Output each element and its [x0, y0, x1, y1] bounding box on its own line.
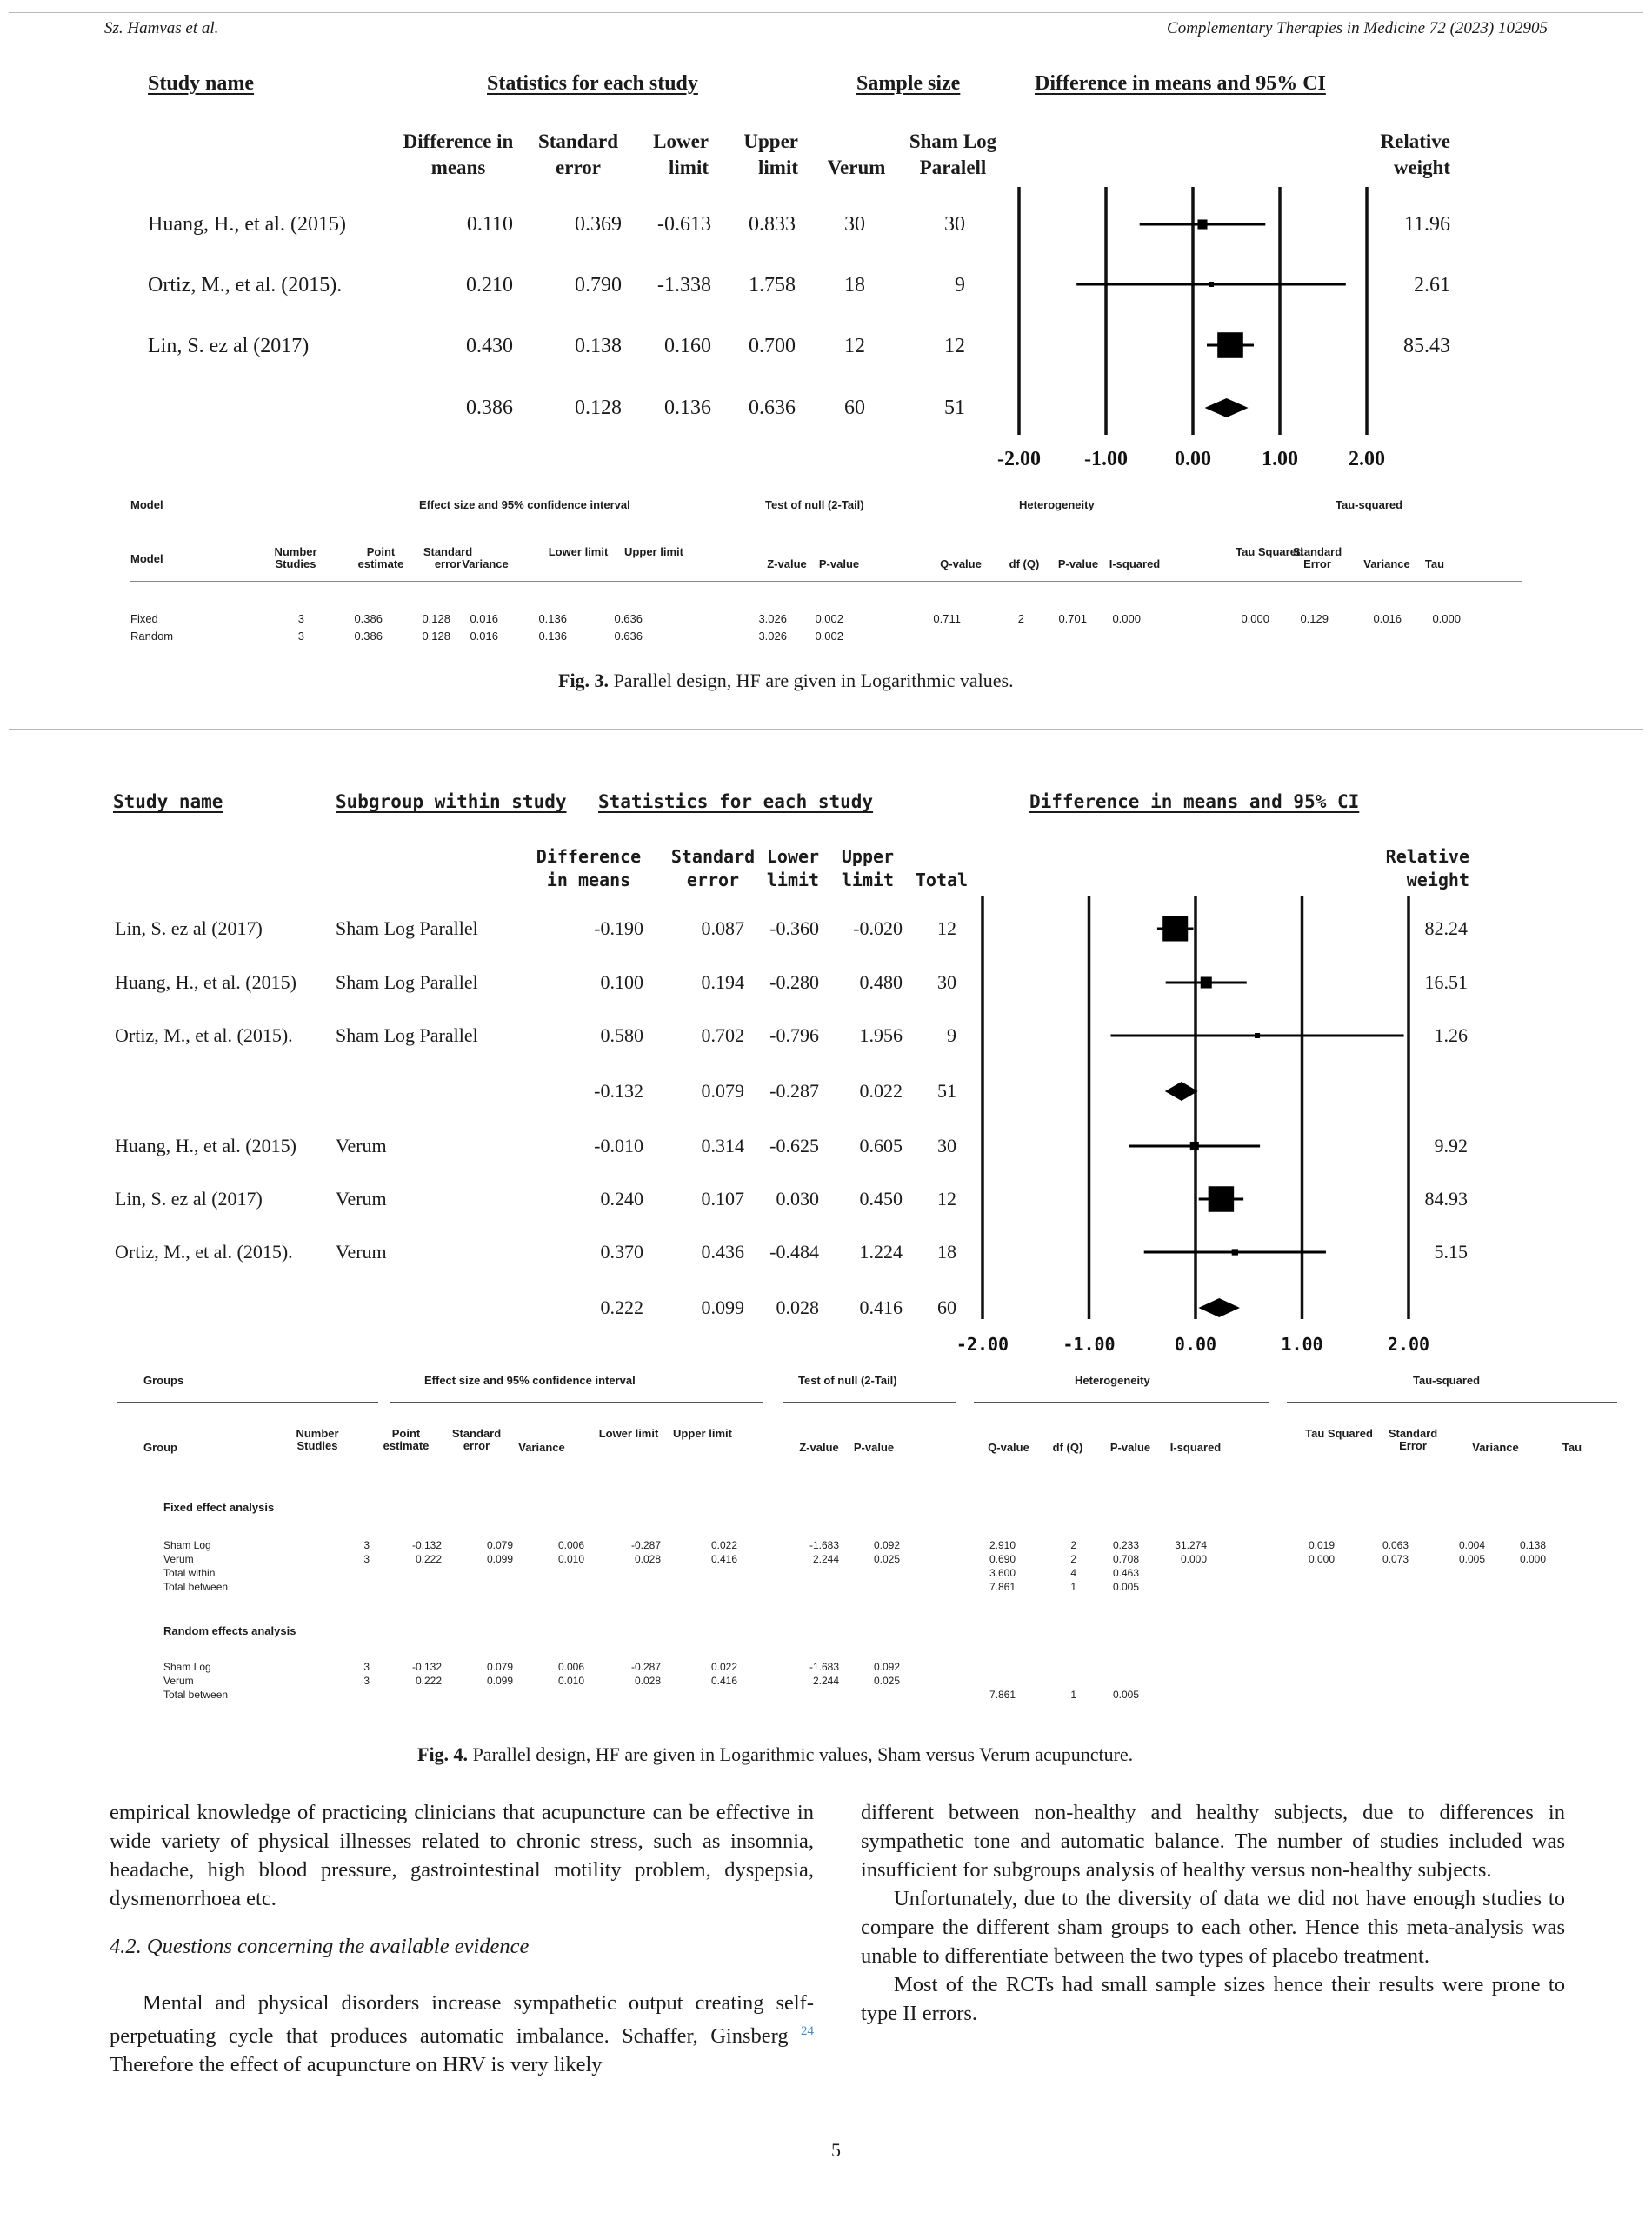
fig3-row-name: Lin, S. ez al (2017)	[148, 335, 310, 357]
fig4-cell-p2: 0.708	[1112, 1553, 1139, 1565]
point-estimate	[1190, 1142, 1199, 1150]
axis-tick-label: -2.00	[956, 1334, 1009, 1355]
left-column-text	[110, 1798, 814, 2079]
fig3-row-sham: 9	[955, 274, 965, 297]
paragraph-healthy-subjects: different between non-healthy and healthy subjects, due to differences in sympathetic tone and automatic balance. The number of studies included was insufficient for subgroups analysis of healthy versus non-healthy subjects.	[861, 1801, 1565, 1882]
fig3-row-verum: 60	[844, 397, 865, 419]
fig3-row-diff: 0.430	[466, 335, 513, 357]
fig3-head-weight: Relative weight	[1380, 130, 1450, 178]
fig3-col-sample-size: Sample size	[856, 72, 961, 95]
fig4-cell-up: 0.022	[710, 1539, 737, 1551]
point-estimate	[1201, 976, 1212, 988]
fig4-row-total: 9	[947, 1024, 956, 1046]
fig4-row-weight: 9.92	[1434, 1135, 1468, 1156]
fig4-row-upper: 0.416	[859, 1296, 903, 1318]
fig4-head-weight: Relative weight	[1385, 846, 1469, 890]
fig4-cell-se: 0.099	[486, 1675, 513, 1687]
fig4-cell-se: 0.079	[486, 1661, 513, 1673]
fig3-col-lower: Lower limit	[548, 545, 609, 558]
point-estimate	[1209, 1186, 1234, 1211]
fig4-cell-p: 0.025	[873, 1675, 900, 1687]
fig3-col-study-name: Study name	[148, 72, 255, 95]
fig3-row-verum: 30	[844, 213, 865, 236]
fig4-row-total: 18	[937, 1241, 956, 1263]
fig4-col-point: Point estimate	[383, 1427, 430, 1452]
fig4-col-subgroup: Subgroup within study	[336, 791, 567, 812]
axis-tick-label: -1.00	[1062, 1334, 1116, 1355]
fig4-row-se: 0.107	[701, 1188, 744, 1210]
summary-diamond	[1198, 1298, 1240, 1317]
fig3-cell-tau2: 0.000	[1241, 612, 1269, 625]
point-estimate	[1162, 916, 1188, 941]
fig3-col-z: Z-value	[767, 557, 807, 570]
fig4-row-total: 12	[937, 917, 956, 939]
fig4-col-ci: Difference in means and 95% CI	[1029, 791, 1360, 812]
right-column-text	[861, 1798, 1565, 2028]
fig3-row-se: 0.790	[575, 274, 622, 297]
fig3-col-p: P-value	[818, 557, 860, 570]
section-heading-4-2: 4.2. Questions concerning the available evidence	[110, 1935, 530, 1958]
fig4-cell-i2: 31.274	[1175, 1539, 1207, 1551]
page-number: 5	[831, 2139, 841, 2161]
fig4-cell-tse: 0.063	[1382, 1539, 1409, 1551]
fig3-cell-p: 0.002	[815, 612, 843, 625]
fig4-col-tvar: Variance	[1472, 1441, 1519, 1454]
fig3-row-lower: 0.160	[664, 335, 711, 357]
fig4-row-lower: 0.028	[776, 1296, 819, 1318]
fig3-cell-z: 3.026	[758, 612, 787, 625]
fig3-cell-se: 0.128	[422, 630, 450, 643]
fig4-row-name: Lin, S. ez al (2017)	[115, 1188, 263, 1210]
fig4-cell-se: 0.079	[486, 1539, 513, 1551]
fig4-cell-tau2: 0.000	[1308, 1553, 1335, 1565]
fig3-col-num: Number Studies	[274, 545, 317, 570]
fig3-cell-tvar: 0.016	[1373, 612, 1402, 625]
fig3-row-se: 0.138	[575, 335, 622, 357]
fig4-row-weight: 5.15	[1434, 1241, 1468, 1263]
fig4-head-se: Standard error	[670, 846, 756, 890]
fig3-col-tse: Standard Error	[1292, 545, 1342, 570]
fig4-random-title: Random effects analysis	[163, 1624, 296, 1637]
fig4-cell-z: -1.683	[809, 1539, 839, 1551]
fig4-row-upper: -0.020	[853, 917, 903, 939]
fig4-row-lower: -0.484	[769, 1241, 819, 1263]
fig4-cell-pe: 0.222	[415, 1675, 442, 1687]
fig3-group-tau: Tau-squared	[1336, 498, 1403, 511]
fig3-row-weight: 2.61	[1414, 274, 1450, 297]
fig3-cell-var: 0.016	[470, 630, 498, 643]
fig3-col-i2: I-squared	[1109, 557, 1161, 570]
fig4-cell-z: 2.244	[812, 1675, 839, 1687]
paragraph-mental-physical-main: Mental and physical disorders increase sympathetic output creating self-perpetuating cycle that produces automatic imbalance. Schaffer, Ginsberg	[110, 1991, 814, 2049]
fig4-cell-se: 0.099	[486, 1553, 513, 1565]
fig4-col-upper: Upper limit	[673, 1427, 732, 1440]
fig4-cell-n: 3	[363, 1675, 370, 1687]
axis-tick-label: 1.00	[1262, 448, 1298, 470]
fig4-row-se: 0.436	[701, 1241, 744, 1263]
fig3-col-se: Standard error	[423, 545, 473, 570]
fig4-rule-3	[783, 1402, 956, 1403]
fig4-row-sub: Verum	[336, 1241, 387, 1263]
fig4-cell-tvar: 0.004	[1458, 1539, 1485, 1551]
running-head-authors: Sz. Hamvas et al.	[104, 19, 219, 37]
fig4-cell-var: 0.010	[557, 1553, 584, 1565]
fig4-head-upper: Upper limit	[841, 846, 895, 890]
fig4-rule-4	[974, 1402, 1269, 1403]
fig3-row-sham: 51	[944, 397, 965, 419]
fig4-row-upper: 0.480	[859, 971, 903, 993]
fig4-cell-z: 2.244	[812, 1553, 839, 1565]
fig3-cell-model: Fixed	[130, 612, 158, 625]
fig3-head-upper: Upper limit	[743, 130, 798, 178]
fig4-col-df: df (Q)	[1052, 1441, 1083, 1454]
fig4-cell-pe: -0.132	[411, 1539, 442, 1551]
fig3-group-test: Test of null (2-Tail)	[765, 498, 864, 511]
point-estimate	[1255, 1033, 1260, 1038]
fig4-group-tau: Tau-squared	[1413, 1374, 1481, 1387]
fig3-row-lower: -0.613	[657, 213, 711, 236]
fig4-row-lower: -0.625	[769, 1135, 819, 1156]
fig3-caption-label: Fig. 3.	[558, 670, 610, 691]
fig4-row-total: 30	[937, 1135, 956, 1156]
paragraph-mental-physical	[110, 1989, 814, 2079]
fig4-cell-p2: 0.005	[1112, 1689, 1139, 1701]
fig4-cell-q: 3.600	[989, 1567, 1016, 1579]
fig4-col-lower: Lower limit	[598, 1427, 659, 1440]
point-estimate	[1232, 1249, 1238, 1255]
fig4-col-group: Group	[143, 1441, 177, 1454]
axis-tick-label: 1.00	[1281, 1334, 1323, 1355]
fig4-cell-p: 0.092	[873, 1661, 900, 1673]
fig4-row-name: Lin, S. ez al (2017)	[115, 917, 263, 939]
fig3-cell-z: 3.026	[758, 630, 787, 643]
fig3-group-model: Model	[130, 498, 163, 511]
fig4-col-q: Q-value	[988, 1441, 1029, 1454]
fig3-row-verum: 12	[844, 335, 865, 357]
fig4-cell-i2: 0.000	[1180, 1553, 1207, 1565]
fig3-col-var: Variance	[462, 557, 509, 570]
fig4-cell-n: 3	[363, 1661, 370, 1673]
axis-tick-label: 2.00	[1387, 1334, 1430, 1355]
fig4-cell-var: 0.010	[557, 1675, 584, 1687]
fig3-cell-lo: 0.136	[538, 612, 567, 625]
axis-tick-label: -1.00	[1084, 448, 1128, 470]
fig4-row-weight: 1.26	[1434, 1024, 1468, 1046]
fig3-col-upper: Upper limit	[624, 545, 683, 558]
fig4-row-se: 0.087	[701, 917, 744, 939]
fig3-row-diff: 0.110	[466, 213, 513, 236]
fig4-row-sub: Verum	[336, 1135, 387, 1156]
fig4-fixed-title: Fixed effect analysis	[163, 1501, 275, 1514]
fig3-row-lower: -1.338	[657, 274, 711, 297]
fig3-col-point: Point estimate	[357, 545, 404, 570]
fig3-col-p2: P-value	[1057, 557, 1099, 570]
fig4-row-weight: 84.93	[1424, 1188, 1468, 1210]
fig3-col-statistics: Statistics for each study	[487, 72, 698, 95]
fig4-row-lower: -0.360	[769, 917, 819, 939]
fig3-cell-n: 3	[297, 612, 304, 625]
fig4-cell-tau2: 0.019	[1308, 1539, 1335, 1551]
fig3-col-df: df (Q)	[1009, 557, 1040, 570]
fig3-col-tvar: Variance	[1363, 557, 1410, 570]
fig3-cell-se: 0.128	[422, 612, 450, 625]
fig4-head-total: Total	[915, 870, 969, 890]
citation-24[interactable]: 24	[801, 2024, 814, 2038]
fig4-row-sub: Sham Log Parallel	[336, 1024, 478, 1046]
fig3-row-weight: 85.43	[1403, 335, 1450, 357]
fig4-cell-var: 0.006	[557, 1539, 584, 1551]
fig3-col-ci: Difference in means and 95% CI	[1035, 72, 1326, 95]
fig4-row-se: 0.314	[701, 1135, 744, 1156]
fig3-group-heterogeneity: Heterogeneity	[1019, 498, 1095, 511]
fig4-row-total: 12	[937, 1188, 956, 1210]
summary-diamond	[1165, 1082, 1198, 1101]
fig4-cell-g: Verum	[163, 1553, 194, 1565]
fig4-cell-q: 7.861	[989, 1581, 1016, 1593]
fig4-caption	[417, 1743, 1133, 1766]
fig3-row-diff: 0.210	[466, 274, 513, 297]
fig3-row-verum: 18	[844, 274, 865, 297]
fig4-col-tau: Tau	[1562, 1441, 1582, 1454]
axis-tick-label: 2.00	[1349, 448, 1385, 470]
fig4-cell-p: 0.025	[873, 1553, 900, 1565]
fig4-row-upper: 0.450	[859, 1188, 903, 1210]
fig3-row-lower: 0.136	[664, 397, 711, 419]
fig4-cell-p: 0.092	[873, 1539, 900, 1551]
fig4-col-study-name: Study name	[113, 791, 223, 812]
paragraph-mental-physical-end: Therefore the effect of acupuncture on HRV is very likely	[110, 2053, 603, 2077]
fig4-cell-up: 0.416	[710, 1675, 737, 1687]
fig4-row-lower: -0.280	[769, 971, 819, 993]
fig3-cell-n: 3	[297, 630, 304, 643]
fig4-cell-up: 0.416	[710, 1553, 737, 1565]
fig4-row-diff: 0.222	[600, 1296, 643, 1318]
fig4-cell-tvar: 0.005	[1458, 1553, 1485, 1565]
fig3-cell-tse: 0.129	[1300, 612, 1329, 625]
fig4-row-lower: -0.287	[769, 1080, 819, 1102]
fig3-caption-text: Parallel design, HF are given in Logarithmic values.	[613, 670, 1014, 691]
fig4-row-total: 30	[937, 971, 956, 993]
fig4-cell-g: Total between	[163, 1581, 229, 1593]
fig4-row-upper: 0.605	[859, 1135, 903, 1156]
fig4-group-test: Test of null (2-Tail)	[798, 1374, 897, 1387]
fig4-cell-df: 1	[1070, 1689, 1076, 1701]
fig4-cell-p2: 0.463	[1112, 1567, 1139, 1579]
fig4-row-diff: 0.580	[600, 1024, 643, 1046]
fig4-col-z: Z-value	[799, 1441, 839, 1454]
fig4-cell-lo: 0.028	[634, 1553, 661, 1565]
fig4-col-statistics: Statistics for each study	[598, 791, 874, 812]
fig4-cell-p2: 0.005	[1112, 1581, 1139, 1593]
fig4-row-name: Huang, H., et al. (2015)	[115, 1135, 296, 1156]
fig4-row-diff: 0.240	[600, 1188, 643, 1210]
fig3-head-lower: Lower limit	[653, 130, 709, 178]
fig3-cell-q: 0.711	[933, 612, 961, 625]
fig3-row-upper: 1.758	[749, 274, 796, 297]
fig3-row-upper: 0.700	[749, 335, 796, 357]
fig3-head-diff: Difference in means	[403, 130, 514, 178]
fig3-cell-pe: 0.386	[354, 630, 383, 643]
fig4-cell-pe: -0.132	[411, 1661, 442, 1673]
fig4-cell-lo: -0.287	[630, 1539, 661, 1551]
fig4-cell-df: 2	[1070, 1553, 1076, 1565]
fig4-group-groups: Groups	[143, 1374, 184, 1387]
fig4-cell-g: Total within	[163, 1567, 216, 1579]
fig4-row-sub: Verum	[336, 1188, 387, 1210]
fig3-col-tau2: Tau Squared	[1236, 545, 1303, 558]
fig4-cell-g: Total between	[163, 1689, 229, 1701]
axis-tick-label: 0.00	[1174, 1334, 1217, 1355]
fig3-cell-lo: 0.136	[538, 630, 567, 643]
fig4-cell-tau: 0.138	[1519, 1539, 1546, 1551]
fig4-cell-lo: 0.028	[634, 1675, 661, 1687]
fig4-row-name: Ortiz, M., et al. (2015).	[115, 1241, 293, 1263]
fig4-cell-n: 3	[363, 1539, 370, 1551]
fig3-group-effect: Effect size and 95% confidence interval	[419, 498, 630, 511]
fig4-group-heterogeneity: Heterogeneity	[1075, 1374, 1150, 1387]
fig4-col-tau2: Tau Squared	[1305, 1427, 1373, 1440]
fig4-col-tse: Standard Error	[1388, 1427, 1438, 1452]
fig3-col-tau: Tau	[1424, 557, 1445, 570]
fig3-cell-tau: 0.000	[1432, 612, 1461, 625]
fig4-row-upper: 1.956	[859, 1024, 903, 1046]
fig4-cell-up: 0.022	[710, 1661, 737, 1673]
fig4-group-effect: Effect size and 95% confidence interval	[424, 1374, 636, 1387]
fig4-row-diff: -0.010	[594, 1135, 643, 1156]
axis-tick-label: -2.00	[997, 448, 1041, 470]
fig4-row-weight: 82.24	[1424, 917, 1468, 939]
fig4-row-diff: -0.190	[594, 917, 643, 939]
fig4-col-var: Variance	[518, 1441, 565, 1454]
fig4-caption-label: Fig. 4.	[417, 1743, 469, 1765]
fig4-row-sub: Sham Log Parallel	[336, 917, 478, 939]
fig4-row-diff: 0.100	[600, 971, 643, 993]
fig4-row-se: 0.099	[701, 1296, 744, 1318]
fig3-cell-pe: 0.386	[354, 612, 383, 625]
fig4-col-p: P-value	[853, 1441, 895, 1454]
fig4-cell-q: 2.910	[989, 1539, 1016, 1551]
fig4-cell-n: 3	[363, 1553, 370, 1565]
fig3-row-name: Huang, H., et al. (2015)	[148, 213, 346, 236]
fig3-cell-model: Random	[130, 630, 174, 643]
fig4-cell-var: 0.006	[557, 1661, 584, 1673]
fig4-cell-g: Verum	[163, 1675, 194, 1687]
paragraph-small-samples: Most of the RCTs had small sample sizes hence their results were prone to type II errors.	[861, 1973, 1565, 2025]
paragraph-sham-groups: Unfortunately, due to the diversity of data we did not have enough studies to compare the different sham groups to each other. Hence this meta-analysis was unable to differentiate between the two types of placebo treatment.	[861, 1887, 1565, 1968]
fig4-cell-q: 7.861	[989, 1689, 1016, 1701]
fig4-row-upper: 0.022	[859, 1080, 903, 1102]
fig4-row-lower: 0.030	[776, 1188, 819, 1210]
fig3-row-se: 0.369	[575, 213, 622, 236]
fig3-cell-up: 0.636	[614, 612, 643, 625]
fig3-row-upper: 0.636	[749, 397, 796, 419]
fig4-row-se: 0.702	[701, 1024, 744, 1046]
fig3-head-sham: Sham Log Paralell	[909, 130, 997, 178]
fig3-row-upper: 0.833	[749, 213, 796, 236]
fig4-head-lower: Lower limit	[766, 846, 820, 890]
fig4-rule-2	[390, 1402, 763, 1403]
fig4-row-sub: Sham Log Parallel	[336, 971, 478, 993]
fig4-rule-1	[117, 1402, 378, 1403]
fig4-cell-tau: 0.000	[1519, 1553, 1546, 1565]
fig4-cell-df: 4	[1070, 1567, 1076, 1579]
fig3-row-name: Ortiz, M., et al. (2015).	[148, 274, 343, 297]
fig3-cell-up: 0.636	[614, 630, 643, 643]
fig4-cell-g: Sham Log	[163, 1539, 211, 1551]
fig4-row-total: 60	[937, 1296, 956, 1318]
fig4-row-se: 0.079	[701, 1080, 744, 1102]
fig3-cell-p2: 0.701	[1058, 612, 1087, 625]
fig3-cell-var: 0.016	[470, 612, 498, 625]
fig4-col-num: Number Studies	[296, 1427, 339, 1452]
fig4-row-diff: -0.132	[594, 1080, 643, 1102]
fig4-row-total: 51	[937, 1080, 956, 1102]
fig4-cell-df: 2	[1070, 1539, 1076, 1551]
fig3-row-se: 0.128	[575, 397, 622, 419]
fig3-row-sham: 12	[944, 335, 965, 357]
fig4-row-upper: 1.224	[859, 1241, 903, 1263]
fig4-row-weight: 16.51	[1424, 971, 1468, 993]
fig4-cell-df: 1	[1070, 1581, 1076, 1593]
running-head-journal: Complementary Therapies in Medicine 72 (2023) 102905	[1167, 19, 1548, 37]
fig4-cell-z: -1.683	[809, 1661, 839, 1673]
fig3-col-q: Q-value	[940, 557, 982, 570]
fig4-head-diff: Difference in means	[536, 846, 642, 890]
fig3-col-model: Model	[130, 552, 163, 565]
fig4-col-se: Standard error	[451, 1427, 502, 1452]
fig3-row-weight: 11.96	[1403, 213, 1450, 236]
fig4-row-name: Ortiz, M., et al. (2015).	[115, 1024, 293, 1046]
fig4-caption-text: Parallel design, HF are given in Logarithmic values, Sham versus Verum acupuncture.	[472, 1743, 1134, 1765]
fig4-cell-g: Sham Log	[163, 1661, 211, 1673]
fig4-row-name: Huang, H., et al. (2015)	[115, 971, 296, 993]
fig3-cell-df: 2	[1017, 612, 1024, 625]
fig4-cell-lo: -0.287	[630, 1661, 661, 1673]
fig4-col-i2: I-squared	[1169, 1441, 1222, 1454]
fig3-head-verum: Verum	[827, 157, 886, 178]
fig4-cell-tse: 0.073	[1382, 1553, 1409, 1565]
fig4-rule-5	[1287, 1402, 1617, 1403]
fig4-col-p2: P-value	[1109, 1441, 1151, 1454]
paragraph-clinicians: empirical knowledge of practicing clinicians that acupuncture can be effective in wide variety of physical illnesses related to chronic stress, such as insomnia, headache, high blood pressure, gastrointestinal motility problem, dyspepsia, dysmenorrhoea etc.	[110, 1801, 814, 1910]
fig3-cell-p: 0.002	[815, 630, 843, 643]
fig4-row-lower: -0.796	[769, 1024, 819, 1046]
fig3-row-diff: 0.386	[466, 397, 513, 419]
fig3-head-se: Standard error	[537, 130, 619, 178]
axis-tick-label: 0.00	[1175, 448, 1211, 470]
fig3-cell-i2: 0.000	[1112, 612, 1141, 625]
fig3-row-sham: 30	[944, 213, 965, 236]
fig4-row-diff: 0.370	[600, 1241, 643, 1263]
fig4-cell-pe: 0.222	[415, 1553, 442, 1565]
fig4-row-se: 0.194	[701, 971, 744, 993]
fig4-cell-p2: 0.233	[1112, 1539, 1139, 1551]
fig4-cell-q: 0.690	[989, 1553, 1016, 1565]
